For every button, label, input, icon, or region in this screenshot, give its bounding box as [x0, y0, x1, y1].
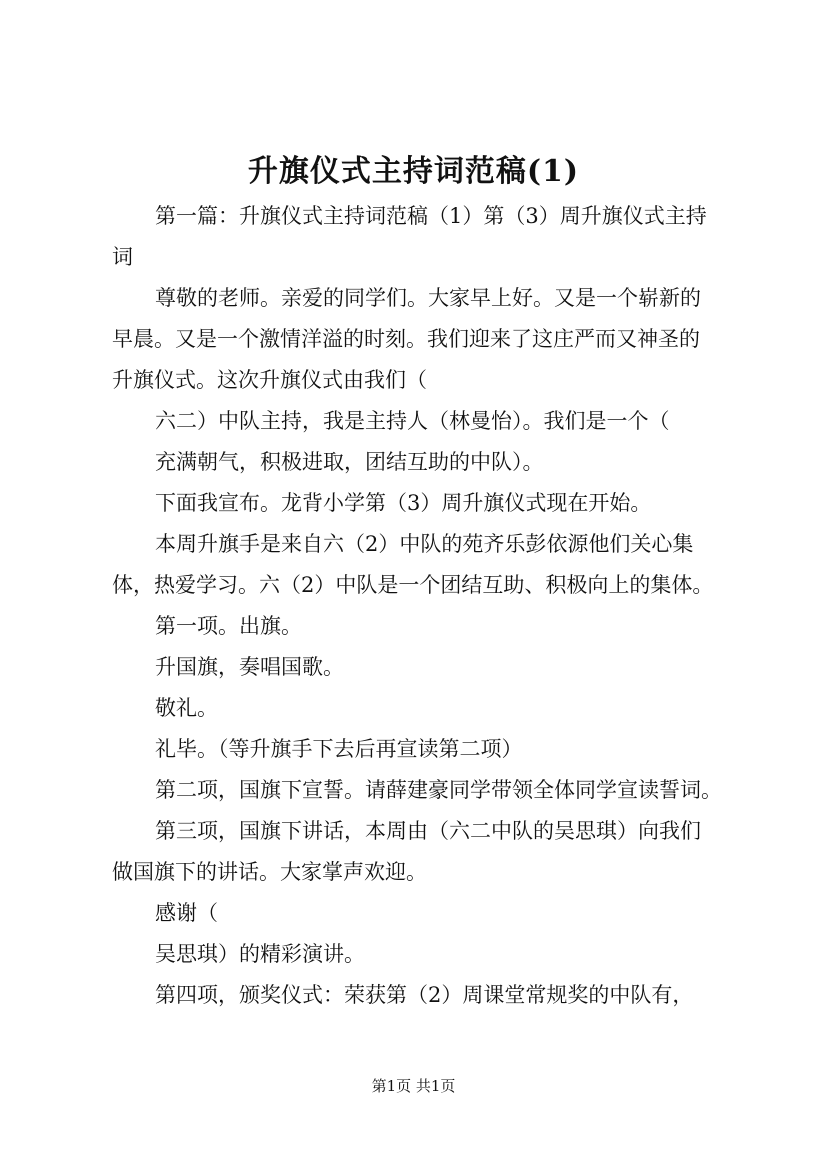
- paragraph-line: 敬礼。: [155, 696, 218, 720]
- paragraph-line: 吴思琪）的精彩演讲。: [155, 942, 365, 966]
- paragraph-line: 第一篇：升旗仪式主持词范稿（1）第（3）周升旗仪式主持: [155, 204, 707, 228]
- page-footer: 第1页 共1页: [371, 1077, 456, 1095]
- paragraph-line: 礼毕。（等升旗手下去后再宣读第二项）: [155, 737, 523, 761]
- paragraph-line: 六二）中队主持，我是主持人（林曼怡）。我们是一个（: [155, 409, 670, 433]
- document-title: 升旗仪式主持词范稿(1): [247, 154, 580, 189]
- paragraph-line: 下面我宣布。龙背小学第（3）周升旗仪式现在开始。: [155, 491, 652, 515]
- paragraph-line: 感谢（: [155, 901, 218, 925]
- paragraph-line: 早晨。又是一个激情洋溢的时刻。我们迎来了这庄严而又神圣的: [112, 327, 700, 351]
- paragraph-line: 升旗仪式。这次升旗仪式由我们（: [112, 368, 427, 392]
- paragraph-line: 做国旗下的讲话。大家掌声欢迎。: [112, 860, 427, 884]
- paragraph-line: 体，热爱学习。六（2）中队是一个团结互助、积极向上的集体。: [112, 573, 714, 597]
- paragraph-line: 尊敬的老师。亲爱的同学们。大家早上好。又是一个崭新的: [155, 286, 701, 310]
- paragraph-line: 升国旗，奏唱国歌。: [155, 655, 344, 679]
- paragraph-line: 本周升旗手是来自六（2）中队的苑齐乐彭依源他们关心集: [155, 532, 694, 556]
- paragraph-line: 第三项，国旗下讲话，本周由（六二中队的吴思琪）向我们: [155, 819, 701, 843]
- paragraph-line: 词: [112, 245, 133, 269]
- paragraph-line: 第四项，颁奖仪式：荣获第（2）周课堂常规奖的中队有，: [155, 983, 694, 1007]
- paragraph-line: 第一项。出旗。: [155, 614, 302, 638]
- document-body: [112, 196, 732, 1016]
- paragraph-line: 第二项，国旗下宣誓。请薛建豪同学带领全体同学宣读誓词。: [155, 778, 722, 802]
- paragraph-line: 充满朝气，积极进取，团结互助的中队）。: [155, 450, 544, 474]
